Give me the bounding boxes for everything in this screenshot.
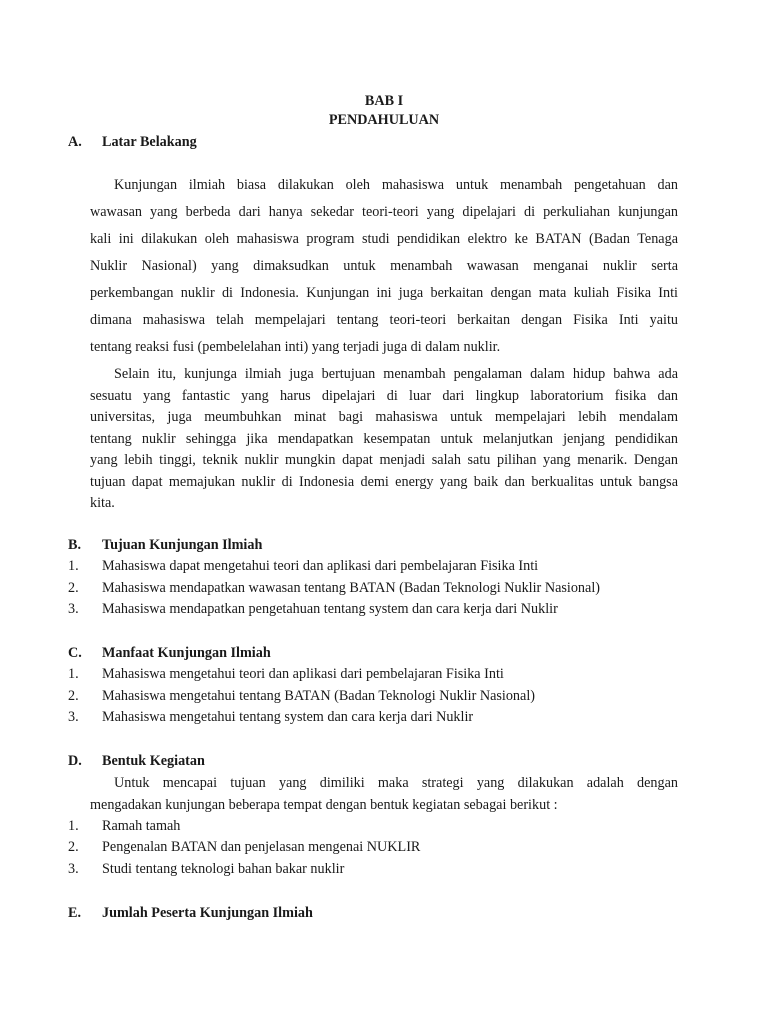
section-a-title: Latar Belakang [102, 134, 197, 150]
paragraph-line: Untuk mencapai tujuan yang dimiliki maka strategi yang dilakukan adalah dengan [114, 775, 678, 791]
section-d-title: Bentuk Kegiatan [102, 753, 205, 769]
paragraph-line: kita. [90, 495, 115, 511]
section-b-item [68, 558, 538, 575]
paragraph-line: yang lebih tinggi, teknik nuklir mungkin dapat menjadi salah satu pilihan yang menarik. Dengan [90, 452, 678, 468]
section-d-item [68, 861, 344, 878]
section-a-heading [68, 134, 197, 151]
list-number: 2. [68, 580, 79, 596]
paragraph-line: sesuatu yang fantastic yang harus dipelajari di luar dari lingkup laboratorium fisika dan [90, 387, 678, 404]
section-b-item [68, 580, 600, 597]
list-number: 3. [68, 601, 79, 617]
paragraph-line: wawasan yang berbeda dari hanya sekedar teori-teori yang dipelajari di perkuliahan kunjungan [90, 204, 678, 220]
paragraph-line: mengadakan kunjungan beberapa tempat dengan bentuk kegiatan sebagai berikut : [90, 796, 558, 813]
section-c-heading [68, 645, 271, 662]
list-text: Mahasiswa dapat mengetahui teori dan aplikasi dari pembelajaran Fisika Inti [102, 558, 539, 574]
list-text: Mahasiswa mendapatkan wawasan tentang BATAN (Badan Teknologi Nuklir Nasional) [102, 580, 600, 596]
paragraph-line: Selain itu, kunjunga ilmiah juga bertujuan menambah pengalaman dalam hidup bahwa ada [114, 366, 678, 382]
section-b-letter: B. [68, 537, 82, 553]
section-c-item [68, 666, 504, 683]
section-c-item [68, 709, 473, 726]
list-number: 3. [68, 861, 79, 877]
list-text: Pengenalan BATAN dan penjelasan mengenai NUKLIR [102, 839, 421, 855]
paragraph-line: kali ini dilakukan oleh mahasiswa program studi pendidikan elektro ke BATAN (Badan Tenaga [90, 231, 678, 247]
section-c-letter: C. [68, 645, 82, 661]
paragraph-line: perkembangan nuklir di Indonesia. Kunjungan ini juga berkaitan dengan mata kuliah Fisika Inti [90, 285, 678, 301]
section-e-heading [68, 905, 313, 922]
paragraph-line: tujuan dapat memajukan nuklir di Indonesia demi energy yang baik dan berkualitas untuk bangsa [90, 473, 678, 490]
list-text: Mahasiswa mengetahui tentang system dan cara kerja dari Nuklir [102, 709, 474, 725]
section-e-letter: E. [68, 905, 82, 921]
section-b-title: Tujuan Kunjungan Ilmiah [102, 537, 263, 553]
list-text: Mahasiswa mengetahui tentang BATAN (Badan Teknologi Nuklir Nasional) [102, 688, 535, 704]
paragraph-line: dimana mahasiswa telah mempelajari tentang teori-teori berkaitan dengan Fisika Inti yaitu [90, 312, 678, 328]
paragraph-line: Nuklir Nasional) yang dimaksudkan untuk menambah wawasan menganai nuklir serta [90, 258, 678, 274]
list-number: 3. [68, 709, 79, 725]
section-e-title: Jumlah Peserta Kunjungan Ilmiah [102, 905, 313, 921]
list-number: 1. [68, 666, 79, 682]
section-c-title: Manfaat Kunjungan Ilmiah [102, 645, 271, 661]
section-d-letter: D. [68, 753, 82, 769]
section-a-paragraph-2 [90, 364, 678, 515]
list-text: Mahasiswa mendapatkan pengetahuan tentang system dan cara kerja dari Nuklir [102, 601, 558, 617]
list-text: Mahasiswa mengetahui teori dan aplikasi dari pembelajaran Fisika Inti [102, 666, 504, 682]
list-text: Ramah tamah [102, 818, 181, 834]
list-number: 1. [68, 558, 79, 574]
list-number: 1. [68, 818, 79, 834]
paragraph-line: tentang reaksi fusi (pembelelahan inti) yang terjadi juga di dalam nuklir. [90, 339, 501, 355]
list-text: Studi tentang teknologi bahan bakar nuklir [102, 861, 345, 877]
paragraph-line: universitas, juga meumbuhkan minat bagi mahasiswa untuk mempelajari lebih mendalam [90, 409, 678, 425]
section-c-item [68, 688, 535, 705]
section-b-heading [68, 537, 262, 554]
paragraph-line: tentang nuklir sehingga jika mendapatkan kesempatan untuk melanjutkan jenjang pendidikan [90, 430, 678, 447]
section-a-letter: A. [68, 134, 82, 150]
section-d-item [68, 839, 420, 856]
section-d-item [68, 818, 180, 835]
section-d-intro [90, 773, 678, 816]
chapter-label: BAB I [364, 93, 404, 109]
list-number: 2. [68, 839, 79, 855]
section-b-item [68, 601, 558, 618]
section-a-paragraph-1 [90, 172, 678, 361]
paragraph-line: Kunjungan ilmiah biasa dilakukan oleh mahasiswa untuk menambah pengetahuan dan [114, 177, 678, 193]
list-number: 2. [68, 688, 79, 704]
section-d-heading [68, 753, 205, 770]
chapter-title: PENDAHULUAN [328, 112, 440, 128]
